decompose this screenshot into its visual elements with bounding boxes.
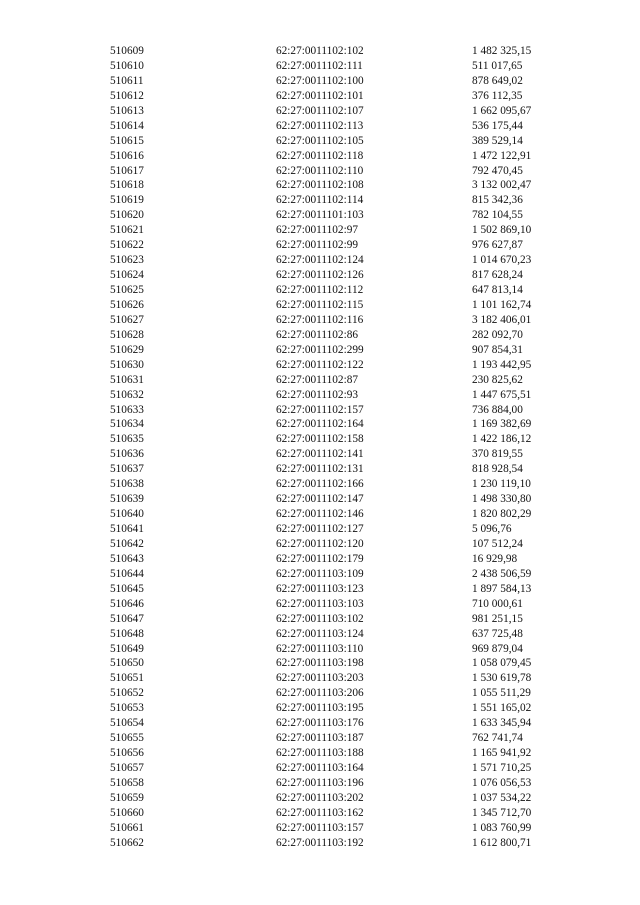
cadastral-value: 1 014 670,23 <box>472 254 532 267</box>
cadastral-value: 1 037 534,22 <box>472 791 532 804</box>
row-number: 510628 <box>110 328 144 341</box>
row-number: 510644 <box>110 567 144 580</box>
row-number: 510611 <box>110 74 144 87</box>
cadastral-number: 62:27:0011102:93 <box>276 388 359 401</box>
cadastral-value: 2 438 506,59 <box>472 567 532 580</box>
row-number: 510635 <box>110 433 144 446</box>
cadastral-value: 1 083 760,99 <box>472 821 532 834</box>
cadastral-number: 62:27:0011102:97 <box>276 224 359 237</box>
row-number: 510653 <box>110 702 144 715</box>
cadastral-number: 62:27:0011102:124 <box>276 254 364 267</box>
cadastral-value: 536 175,44 <box>472 119 523 132</box>
row-number: 510612 <box>110 89 144 102</box>
cadastral-number: 62:27:0011102:131 <box>276 463 364 476</box>
cadastral-number: 62:27:0011103:188 <box>276 747 364 760</box>
row-number: 510614 <box>110 119 144 132</box>
row-number: 510618 <box>110 179 144 192</box>
cadastral-value: 370 819,55 <box>472 448 523 461</box>
cadastral-value: 878 649,02 <box>472 74 523 87</box>
row-number: 510658 <box>110 776 144 789</box>
cadastral-number: 62:27:0011103:196 <box>276 776 364 789</box>
row-number: 510648 <box>110 627 144 640</box>
cadastral-value: 1 612 800,71 <box>472 836 532 849</box>
cadastral-value: 1 897 584,13 <box>472 582 532 595</box>
cadastral-number: 62:27:0011102:107 <box>276 104 364 117</box>
cadastral-value: 1 058 079,45 <box>472 657 532 670</box>
cadastral-value: 792 470,45 <box>472 164 523 177</box>
cadastral-number: 62:27:0011102:126 <box>276 269 364 282</box>
row-number: 510659 <box>110 791 144 804</box>
row-number: 510620 <box>110 209 144 222</box>
row-number: 510656 <box>110 747 144 760</box>
row-number: 510651 <box>110 672 144 685</box>
cadastral-number: 62:27:0011102:112 <box>276 284 364 296</box>
row-number: 510641 <box>110 523 144 535</box>
cadastral-number: 62:27:0011103:109 <box>276 567 364 580</box>
cadastral-number: 62:27:0011102:120 <box>276 537 364 550</box>
cadastral-value: 1 498 330,80 <box>472 493 532 506</box>
cadastral-number: 62:27:0011102:179 <box>276 552 364 565</box>
cadastral-value: 981 251,15 <box>472 612 523 625</box>
cadastral-number: 62:27:0011103:202 <box>276 791 364 804</box>
row-number: 510637 <box>110 463 144 476</box>
cadastral-number: 62:27:0011102:115 <box>276 298 364 311</box>
row-number: 510633 <box>110 403 144 416</box>
row-number: 510655 <box>110 732 144 745</box>
row-number: 510625 <box>110 284 144 296</box>
row-number: 510632 <box>110 388 144 401</box>
cadastral-number: 62:27:0011102:299 <box>276 343 364 356</box>
row-number: 510640 <box>110 508 144 521</box>
cadastral-value: 3 132 002,47 <box>472 179 532 192</box>
cadastral-number: 62:27:0011101:103 <box>276 209 364 222</box>
cadastral-number: 62:27:0011103:206 <box>276 687 364 700</box>
cadastral-value: 1 422 186,12 <box>472 433 532 446</box>
row-number: 510624 <box>110 269 144 282</box>
cadastral-value: 1 571 710,25 <box>472 762 532 774</box>
cadastral-number: 62:27:0011102:105 <box>276 134 364 147</box>
cadastral-number: 62:27:0011103:102 <box>276 612 364 625</box>
row-number: 510643 <box>110 552 144 565</box>
cadastral-value: 782 104,55 <box>472 209 523 222</box>
cadastral-number: 62:27:0011103:110 <box>276 642 364 655</box>
cadastral-value: 1 076 056,53 <box>472 776 532 789</box>
row-number: 510631 <box>110 373 144 386</box>
cadastral-value: 1 345 712,70 <box>472 806 532 819</box>
cadastral-value: 16 929,98 <box>472 552 518 565</box>
row-number: 510638 <box>110 478 144 491</box>
cadastral-number: 62:27:0011103:124 <box>276 627 364 640</box>
cadastral-number: 62:27:0011102:157 <box>276 403 364 416</box>
row-number: 510636 <box>110 448 144 461</box>
cadastral-number: 62:27:0011102:147 <box>276 493 364 506</box>
cadastral-value: 376 112,35 <box>472 89 523 102</box>
cadastral-number: 62:27:0011102:86 <box>276 328 359 341</box>
row-number: 510647 <box>110 612 144 625</box>
cadastral-value: 1 502 869,10 <box>472 224 532 237</box>
row-number: 510649 <box>110 642 144 655</box>
cadastral-number: 62:27:0011102:116 <box>276 313 364 326</box>
cadastral-number: 62:27:0011103:187 <box>276 732 364 745</box>
row-number: 510634 <box>110 418 144 431</box>
cadastral-value: 282 092,70 <box>472 328 523 341</box>
cadastral-value: 736 884,00 <box>472 403 523 416</box>
cadastral-value: 511 017,65 <box>472 59 523 72</box>
cadastral-value: 817 628,24 <box>472 269 523 282</box>
row-number: 510623 <box>110 254 144 267</box>
cadastral-number: 62:27:0011102:87 <box>276 373 359 386</box>
cadastral-value: 1 447 675,51 <box>472 388 532 401</box>
cadastral-number: 62:27:0011102:158 <box>276 433 364 446</box>
cadastral-value: 637 725,48 <box>472 627 523 640</box>
row-number: 510619 <box>110 194 144 207</box>
cadastral-value: 818 928,54 <box>472 463 523 476</box>
cadastral-number: 62:27:0011103:164 <box>276 762 364 774</box>
cadastral-number: 62:27:0011102:127 <box>276 523 364 535</box>
cadastral-number: 62:27:0011102:108 <box>276 179 364 192</box>
cadastral-number: 62:27:0011102:164 <box>276 418 364 431</box>
cadastral-number: 62:27:0011102:113 <box>276 119 364 132</box>
cadastral-number: 62:27:0011102:141 <box>276 448 364 461</box>
cadastral-number: 62:27:0011102:101 <box>276 89 364 102</box>
cadastral-value: 647 813,14 <box>472 284 523 296</box>
row-number: 510645 <box>110 582 144 595</box>
cadastral-value: 1 230 119,10 <box>472 478 531 491</box>
cadastral-number: 62:27:0011103:195 <box>276 702 364 715</box>
cadastral-value: 230 825,62 <box>472 373 523 386</box>
row-number: 510615 <box>110 134 144 147</box>
cadastral-number: 62:27:0011102:166 <box>276 478 364 491</box>
cadastral-number: 62:27:0011102:146 <box>276 508 364 521</box>
row-number: 510610 <box>110 59 144 72</box>
row-number: 510650 <box>110 657 144 670</box>
cadastral-value: 1 662 095,67 <box>472 104 532 117</box>
cadastral-value: 815 342,36 <box>472 194 523 207</box>
row-number: 510639 <box>110 493 144 506</box>
cadastral-value: 1 530 619,78 <box>472 672 532 685</box>
row-number: 510616 <box>110 149 144 162</box>
cadastral-value: 1 101 162,74 <box>472 298 532 311</box>
row-number: 510622 <box>110 239 144 252</box>
cadastral-value: 1 472 122,91 <box>472 149 532 162</box>
row-number: 510613 <box>110 104 144 117</box>
cadastral-number: 62:27:0011102:118 <box>276 149 364 162</box>
cadastral-number: 62:27:0011102:122 <box>276 358 364 371</box>
cadastral-value: 762 741,74 <box>472 732 523 745</box>
cadastral-number: 62:27:0011102:111 <box>276 59 363 72</box>
row-number: 510662 <box>110 836 144 849</box>
cadastral-number: 62:27:0011102:99 <box>276 239 359 252</box>
cadastral-value: 3 182 406,01 <box>472 313 532 326</box>
row-number: 510642 <box>110 537 144 550</box>
cadastral-number: 62:27:0011103:192 <box>276 836 364 849</box>
row-number: 510627 <box>110 313 144 326</box>
row-number: 510652 <box>110 687 144 700</box>
cadastral-value: 107 512,24 <box>472 537 523 550</box>
row-number: 510657 <box>110 762 144 774</box>
row-number: 510630 <box>110 358 144 371</box>
row-number: 510661 <box>110 821 144 834</box>
cadastral-number: 62:27:0011103:198 <box>276 657 364 670</box>
cadastral-number: 62:27:0011103:176 <box>276 717 364 730</box>
row-number: 510626 <box>110 298 144 311</box>
cadastral-number: 62:27:0011102:100 <box>276 74 364 87</box>
cadastral-number: 62:27:0011102:114 <box>276 194 364 207</box>
row-number: 510654 <box>110 717 144 730</box>
cadastral-value: 1 165 941,92 <box>472 747 532 760</box>
cadastral-number: 62:27:0011103:123 <box>276 582 364 595</box>
cadastral-value: 1 820 802,29 <box>472 508 532 521</box>
cadastral-number: 62:27:0011102:110 <box>276 164 364 177</box>
cadastral-value: 1 551 165,02 <box>472 702 532 715</box>
cadastral-value: 1 482 325,15 <box>472 45 532 57</box>
row-number: 510646 <box>110 597 144 610</box>
cadastral-value: 5 096,76 <box>472 523 512 535</box>
cadastral-value: 1 055 511,29 <box>472 687 531 700</box>
row-number: 510617 <box>110 164 144 177</box>
cadastral-number: 62:27:0011103:103 <box>276 597 364 610</box>
row-number: 510609 <box>110 45 144 57</box>
cadastral-number: 62:27:0011103:203 <box>276 672 364 685</box>
cadastral-value: 1 633 345,94 <box>472 717 532 730</box>
cadastral-value: 976 627,87 <box>472 239 523 252</box>
cadastral-number: 62:27:0011102:102 <box>276 45 364 57</box>
cadastral-number: 62:27:0011103:157 <box>276 821 364 834</box>
cadastral-number: 62:27:0011103:162 <box>276 806 364 819</box>
cadastral-value: 1 193 442,95 <box>472 358 532 371</box>
cadastral-value: 389 529,14 <box>472 134 523 147</box>
cadastral-value: 907 854,31 <box>472 343 523 356</box>
cadastral-value: 710 000,61 <box>472 597 523 610</box>
row-number: 510660 <box>110 806 144 819</box>
cadastral-value: 969 879,04 <box>472 642 523 655</box>
row-number: 510621 <box>110 224 144 237</box>
row-number: 510629 <box>110 343 144 356</box>
cadastral-value: 1 169 382,69 <box>472 418 532 431</box>
